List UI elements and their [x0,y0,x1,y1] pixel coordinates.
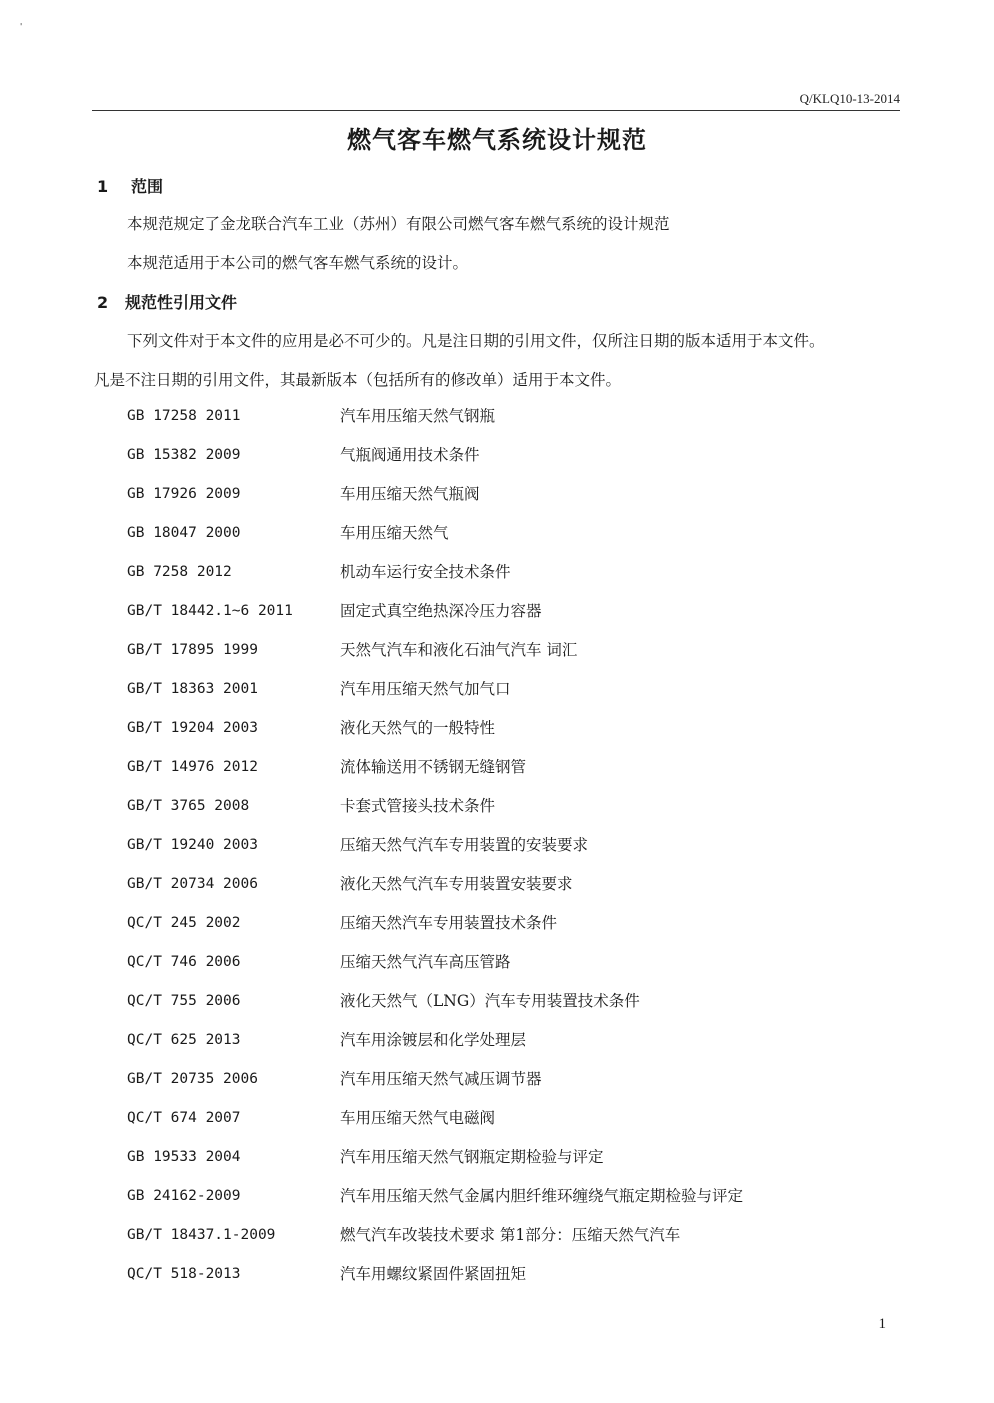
reference-code: GB/T 20735 2006 [127,1071,258,1087]
reference-code: GB/T 14976 2012 [127,759,258,775]
reference-code: QC/T 625 2013 [127,1032,241,1048]
reference-code: GB/T 18363 2001 [127,681,258,697]
reference-title: 汽车用压缩天然气减压调节器 [340,1070,542,1088]
reference-title: 压缩天然气汽车高压管路 [340,953,511,971]
reference-title: 压缩天然汽车专用装置技术条件 [340,914,558,932]
reference-code: GB/T 20734 2006 [127,876,258,892]
reference-title: 天然气汽车和液化石油气汽车 词汇 [340,641,578,659]
reference-title: 车用压缩天然气电磁阀 [340,1109,496,1127]
references-intro-line-1: 下列文件对于本文件的应用是必不可少的。凡是注日期的引用文件，仅所注日期的版本适用于本文件。 [127,332,825,350]
reference-row [127,595,743,634]
page-number: 1 [878,1316,886,1332]
reference-row [127,868,743,907]
reference-row [127,634,743,673]
reference-row [127,907,743,946]
reference-title: 汽车用压缩天然气钢瓶 [340,407,496,425]
header-divider [92,110,900,111]
reference-row [127,517,743,556]
reference-title: 汽车用压缩天然气钢瓶定期检验与评定 [340,1148,604,1166]
reference-code: GB/T 19204 2003 [127,720,258,736]
reference-title: 固定式真空绝热深冷压力容器 [340,602,542,620]
reference-code: GB/T 17895 1999 [127,642,258,658]
reference-code: GB 17258 2011 [127,408,241,424]
reference-code: GB 19533 2004 [127,1149,241,1165]
reference-row [127,400,743,439]
reference-row [127,1219,743,1258]
section-heading-references [97,290,237,313]
reference-title: 液化天然气的一般特性 [340,719,496,737]
reference-code: QC/T 518-2013 [127,1266,241,1282]
reference-row [127,439,743,478]
section-number: 2 [97,293,109,312]
reference-title: 车用压缩天然气瓶阀 [340,485,480,503]
reference-row [127,556,743,595]
document-code: Q/KLQ10-13-2014 [799,91,900,106]
reference-code: GB 15382 2009 [127,447,241,463]
reference-code: QC/T 746 2006 [127,954,241,970]
reference-row [127,1102,743,1141]
reference-row [127,673,743,712]
reference-list [127,400,743,1297]
reference-title: 压缩天然气汽车专用装置的安装要求 [340,836,589,854]
reference-row [127,751,743,790]
reference-code: GB 7258 2012 [127,564,232,580]
section-title: 规范性引用文件 [125,293,238,312]
reference-row [127,985,743,1024]
reference-code: GB/T 19240 2003 [127,837,258,853]
reference-code: GB 18047 2000 [127,525,241,541]
section-heading-scope [97,174,163,197]
reference-row [127,1141,743,1180]
reference-code: QC/T 755 2006 [127,993,241,1009]
reference-title: 卡套式管接头技术条件 [340,797,496,815]
reference-title: 气瓶阀通用技术条件 [340,446,480,464]
reference-row [127,946,743,985]
section-title: 范围 [131,177,164,196]
reference-row [127,478,743,517]
reference-title: 液化天然气汽车专用装置安装要求 [340,875,573,893]
reference-row [127,1024,743,1063]
reference-code: GB 24162-2009 [127,1188,241,1204]
reference-row [127,829,743,868]
reference-title: 车用压缩天然气 [340,524,449,542]
scope-paragraph-1: 本规范规定了金龙联合汽车工业（苏州）有限公司燃气客车燃气系统的设计规范 [127,215,670,233]
reference-code: QC/T 245 2002 [127,915,241,931]
reference-code: GB/T 18437.1-2009 [127,1227,276,1243]
reference-row [127,790,743,829]
scope-paragraph-2: 本规范适用于本公司的燃气客车燃气系统的设计。 [127,254,469,272]
reference-code: GB 17926 2009 [127,486,241,502]
reference-title: 流体输送用不锈钢无缝钢管 [340,758,527,776]
reference-row [127,1063,743,1102]
reference-row [127,712,743,751]
reference-title: 汽车用涂镀层和化学处理层 [340,1031,527,1049]
document-title: 燃气客车燃气系统设计规范 [347,126,647,154]
section-number: 1 [97,177,109,196]
reference-title: 汽车用压缩天然气金属内胆纤维环缠绕气瓶定期检验与评定 [340,1187,744,1205]
corner-mark: ' [20,22,23,31]
reference-row [127,1258,743,1297]
reference-title: 汽车用螺纹紧固件紧固扭矩 [340,1265,527,1283]
reference-code: QC/T 674 2007 [127,1110,241,1126]
reference-title: 机动车运行安全技术条件 [340,563,511,581]
reference-code: GB/T 3765 2008 [127,798,250,814]
reference-title: 液化天然气（LNG）汽车专用装置技术条件 [340,992,640,1010]
reference-code: GB/T 18442.1~6 2011 [127,603,293,619]
reference-title: 汽车用压缩天然气加气口 [340,680,511,698]
reference-row [127,1180,743,1219]
references-intro-line-2: 凡是不注日期的引用文件，其最新版本（包括所有的修改单）适用于本文件。 [94,371,622,389]
reference-title: 燃气汽车改装技术要求 第1部分：压缩天然气汽车 [340,1226,681,1244]
